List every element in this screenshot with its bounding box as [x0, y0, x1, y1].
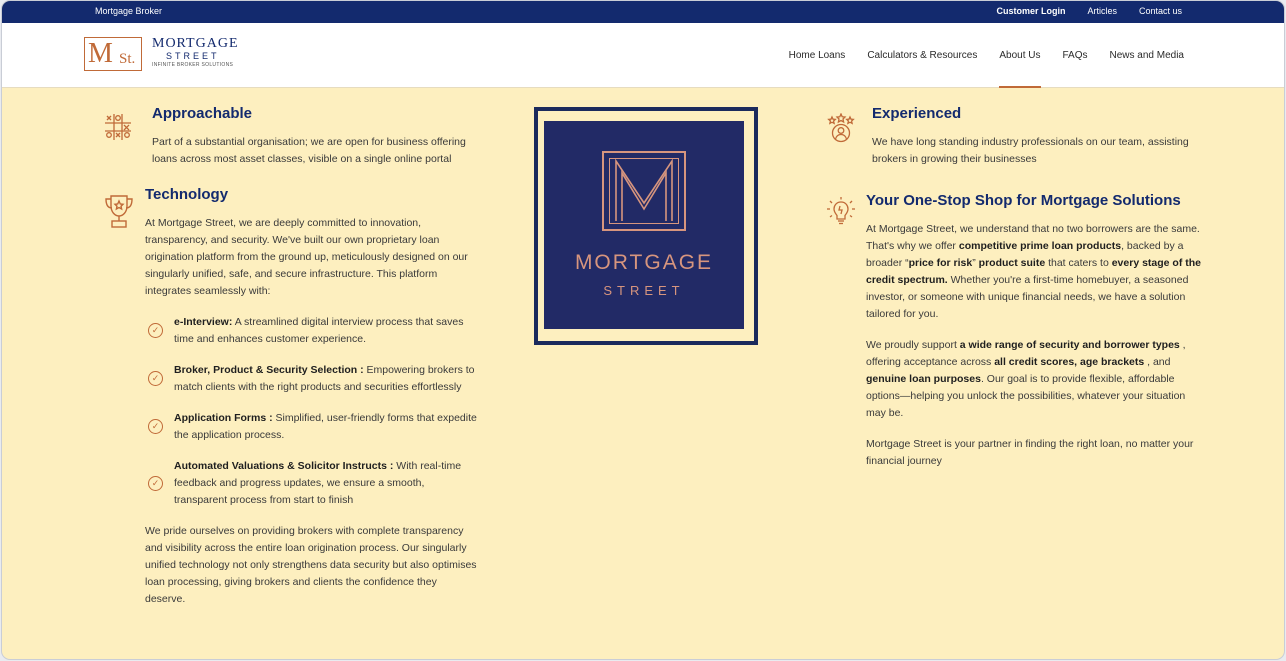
nav-calculators-resources[interactable]: Calculators & Resources	[867, 50, 978, 61]
experienced-text: We have long standing industry professionals on our team, assisting brokers in growing their businesses	[872, 136, 1189, 165]
tic-tac-toe-icon	[104, 113, 136, 145]
bold-span: genuine loan purposes	[866, 373, 981, 385]
site-header	[2, 23, 1284, 88]
list-item-title: e-Interview:	[174, 316, 233, 328]
check-circle-icon: ✓	[148, 476, 163, 491]
list-item-title: Automated Valuations & Solicitor Instructs :	[174, 460, 394, 472]
topbar-brand: Mortgage Broker	[95, 6, 163, 16]
logo-line2: STREET	[166, 51, 220, 61]
check-circle-icon: ✓	[148, 323, 163, 338]
right-column	[822, 105, 1202, 484]
text-span: , backed by a broader “	[866, 240, 1184, 269]
text-span: , offering acceptance across	[866, 339, 1186, 368]
approachable-text: Part of a substantial organisation; we are open for business offering loans across most asset classes, visible on a single online portal	[152, 136, 466, 165]
list-item-text: Empowering brokers to match clients with the right products and securities effortlessly	[174, 364, 475, 393]
technology-outro: We pride ourselves on providing brokers with complete transparency and visibility across the entire loan origination process. Our singularly unified technology not only strengthens data security but also optimises loan processing, giving brokers and clients the confidence they deserve.	[145, 525, 477, 605]
bold-span: a wide range of security and borrower types	[959, 339, 1180, 351]
technology-intro: At Mortgage Street, we are deeply committed to innovation, transparency, and security. We've built our own proprietary loan origination platform from the ground up, meticulously designed on our singularly unified, safe, and secure infrastructure. This platform integrates seamlessly with:	[145, 217, 468, 297]
technology-feature	[100, 186, 480, 608]
logo-mark-st: St.	[119, 51, 136, 67]
trophy-icon	[104, 194, 136, 226]
bold-span: product suite	[978, 257, 1046, 269]
main-nav	[789, 23, 1184, 88]
approachable-title: Approachable	[152, 105, 253, 122]
logo-tagline: INFINITE BROKER SOLUTIONS	[152, 62, 234, 68]
one-stop-shop-paragraph-2	[866, 337, 1202, 422]
list-item-text: A streamlined digital interview process that saves time and enhances customer experience.	[174, 316, 464, 345]
list-item-text: Simplified, user-friendly forms that expedite the application process.	[174, 412, 477, 441]
check-circle-icon: ✓	[148, 371, 163, 386]
one-stop-shop-title: Your One-Stop Shop for Mortgage Solutions	[866, 192, 1181, 209]
one-stop-shop-paragraph-1	[866, 221, 1202, 323]
technology-title: Technology	[145, 186, 229, 203]
nav-news-media[interactable]: News and Media	[1109, 50, 1184, 61]
one-stop-shop-paragraph-3: Mortgage Street is your partner in finding the right loan, no matter your financial journey	[866, 438, 1194, 467]
text-span: ”	[972, 257, 979, 269]
team-stars-icon	[826, 113, 858, 145]
text-span: that caters to	[1045, 257, 1112, 269]
check-circle-icon: ✓	[148, 419, 163, 434]
topbar-links	[996, 6, 1182, 16]
approachable-feature	[100, 105, 480, 168]
bold-span: every stage of the credit spectrum.	[866, 257, 1202, 286]
bold-span: competitive prime loan products	[958, 240, 1122, 252]
experienced-feature	[822, 105, 1202, 168]
customer-login-link[interactable]: Customer Login	[996, 6, 1066, 16]
logo-mark-m: M	[88, 38, 111, 69]
text-span: Whether you're a first-time homebuyer, a seasoned investor, or someone with unique financial needs, we have a solution tailored for you.	[866, 274, 1189, 320]
logo-wordmark	[152, 37, 239, 69]
text-span: At Mortgage Street, we understand that no two borrowers are the same. That's why we offer	[866, 223, 1200, 252]
list-item	[145, 410, 480, 444]
bold-span: all credit scores, age brackets	[994, 356, 1145, 368]
list-item	[145, 362, 480, 396]
browser-viewport	[2, 1, 1284, 659]
nav-home-loans[interactable]: Home Loans	[788, 50, 846, 61]
center-brand-logo	[534, 107, 758, 345]
experienced-title: Experienced	[872, 105, 962, 122]
bold-span: price for risk	[908, 257, 973, 269]
logo-m-monogram-icon	[610, 159, 678, 223]
lightbulb-icon	[826, 196, 858, 228]
logo-line1: MORTGAGE	[152, 36, 239, 51]
technology-features-list	[145, 314, 480, 509]
site-logo[interactable]	[84, 37, 254, 73]
articles-link[interactable]: Articles	[1087, 6, 1117, 16]
one-stop-shop-feature	[822, 192, 1202, 470]
nav-about-us[interactable]: About Us	[999, 23, 1040, 88]
list-item-text: With real-time feedback and progress updates, we ensure a smooth, transparent process from start to finish	[174, 460, 462, 506]
contact-us-link[interactable]: Contact us	[1138, 6, 1182, 16]
list-item-title: Application Forms :	[174, 412, 273, 424]
logo-word-mortgage: MORTGAGE	[574, 251, 714, 274]
text-span: , and	[1144, 356, 1171, 368]
list-item	[145, 314, 480, 348]
top-bar	[2, 1, 1284, 23]
nav-faqs[interactable]: FAQs	[1062, 50, 1088, 61]
text-span: . Our goal is to provide flexible, affordable options—helping you unlock the possibilities, whatever your situation may be.	[866, 373, 1186, 419]
logo-mark	[84, 37, 142, 71]
list-item	[145, 458, 480, 509]
list-item-title: Broker, Product & Security Selection :	[174, 364, 364, 376]
logo-word-street: STREET	[603, 283, 685, 298]
text-span: We proudly support	[866, 339, 960, 351]
logo-panel	[544, 121, 744, 329]
left-column	[100, 105, 480, 608]
